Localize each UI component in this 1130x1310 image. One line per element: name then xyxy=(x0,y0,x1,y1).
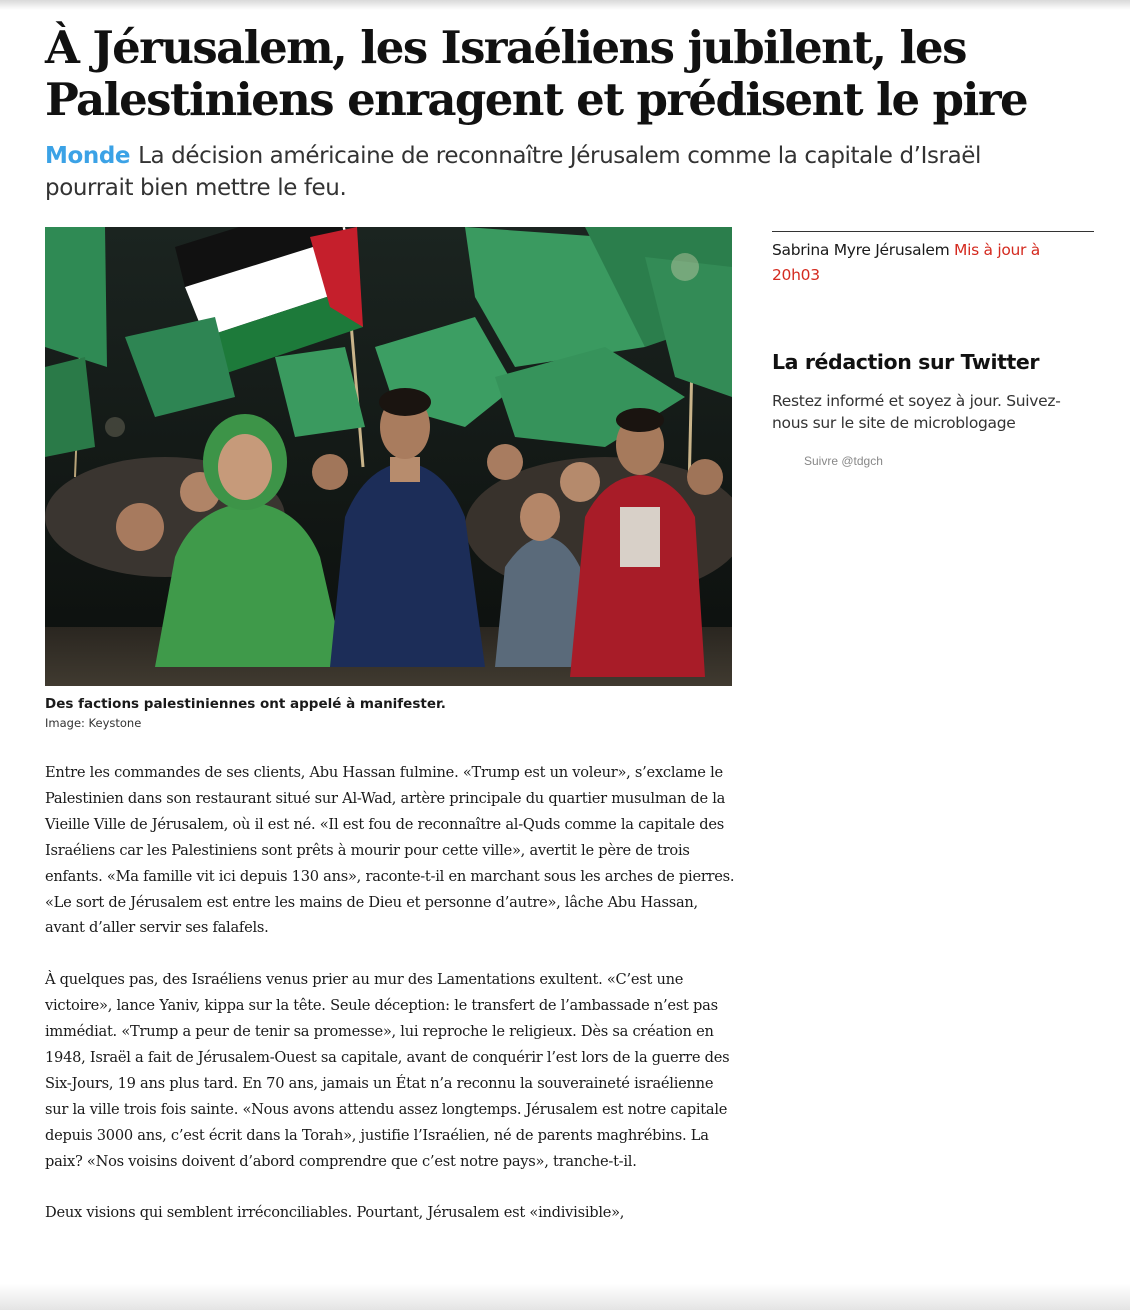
section-label[interactable]: Monde xyxy=(45,143,131,169)
bottom-shadow xyxy=(0,1284,1130,1310)
article-paragraph: Entre les commandes de ses clients, Abu Hassan fulmine. «Trump est un voleur», s’exclame le Palestinien dans son restaurant situé sur Al-Wad, artère principale du quartier musulman de la Vieille Ville de Jérusalem, où il est né. «Il est fou de reconnaître al-Quds comme la capitale des Israéliens car les Palestiniens sont prêts à mourir pour cette ville», avertit le père de trois enfants. «Ma famille vit ici depuis 130 ans», raconte-t-il en marchant sous les arches de pierres. «Le sort de Jérusalem est entre les mains de Dieu et personne d’autre», lâche Abu Hassan, avant d’aller servir ses falafels. xyxy=(45,764,735,937)
article-body xyxy=(45,760,735,1252)
updated-time: Mis à jour à 20h03 xyxy=(772,241,1040,284)
lead-text: La décision américaine de reconnaître Jérusalem comme la capitale d’Israël pourrait bien mettre le feu. xyxy=(45,143,982,201)
article-headline: À Jérusalem, les Israéliens jubilent, les Palestiniens enragent et prédisent le pire xyxy=(45,21,1028,126)
author-name[interactable]: Sabrina Myre xyxy=(772,241,871,259)
photo-credit: Image: Keystone xyxy=(45,716,142,730)
twitter-follow-button[interactable]: Suivre @tdgch xyxy=(804,454,883,468)
twitter-box-text: Restez informé et soyez à jour. Suivez-nous sur le site de microblogage xyxy=(772,392,1061,432)
byline xyxy=(772,238,1082,288)
article-lead xyxy=(45,140,1075,204)
article-paragraph: Deux visions qui semblent irréconciliables. Pourtant, Jérusalem est «indivisible», xyxy=(45,1204,625,1222)
twitter-box-title: La rédaction sur Twitter xyxy=(772,350,1040,374)
byline-divider xyxy=(772,231,1094,232)
byline-location: Jérusalem xyxy=(875,241,950,259)
photo-caption: Des factions palestiniennes ont appelé à manifester. xyxy=(45,696,446,712)
article-paragraph: À quelques pas, des Israéliens venus prier au mur des Lamentations exultent. «C’est une victoire», lance Yaniv, kippa sur la tête. Seule déception: le transfert de l’ambassade n’est pas immédiat. «Trump a peur de tenir sa promesse», lui reproche le religieux. Dès sa création en 1948, Israël a fait de Jérusalem-Ouest sa capitale, avant de conquérir l’est lors de la guerre des Six-Jours, 19 ans plus tard. En 70 ans, jamais un État n’a reconnu la souveraineté israélienne sur la ville trois fois sainte. «Nous avons attendu assez longtemps. Jérusalem est notre capitale depuis 3000 ans, c’est écrit dans la Torah», justifie l’Israélien, né de parents maghrébins. La paix? «Nos voisins doivent d’abord comprendre que c’est notre pays», tranche-t-il. xyxy=(45,971,730,1170)
top-shadow xyxy=(0,0,1130,10)
article-photo xyxy=(45,227,732,686)
